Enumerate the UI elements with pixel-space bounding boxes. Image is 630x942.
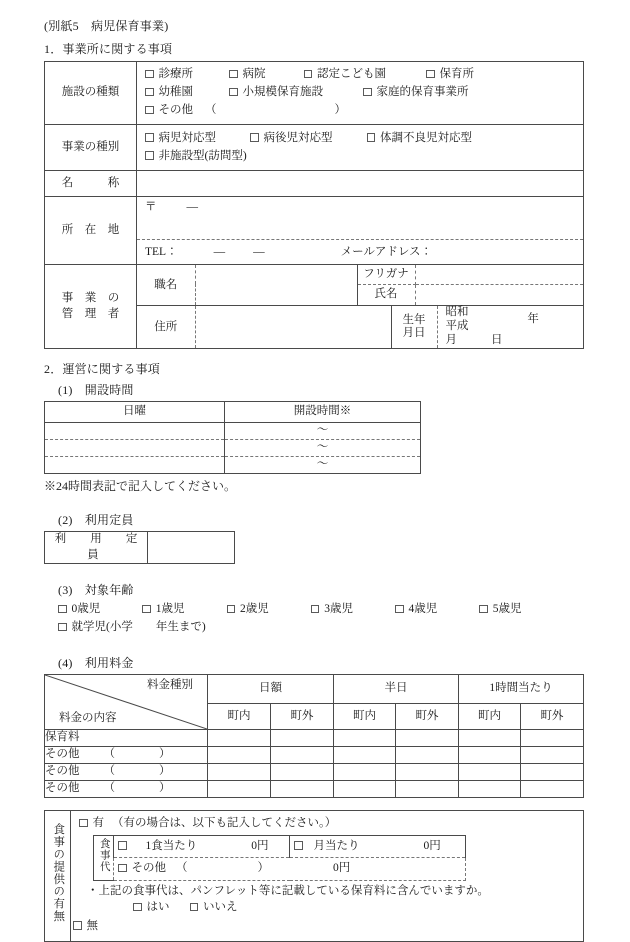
option-label: その他 [158, 104, 193, 116]
option-label: 1歳児 [155, 603, 185, 616]
fee-cell-daily-out-1[interactable] [271, 747, 334, 764]
home-address-label: 住所 [137, 306, 195, 348]
meal-fee-per-meal-cell[interactable] [114, 835, 290, 857]
fee-row-label-3 [45, 781, 208, 798]
table-row-meal-fee-2 [94, 858, 466, 880]
table-row-fees-header-top [45, 675, 584, 704]
day-input-1[interactable] [45, 422, 225, 439]
document-title: (別紙5 病児保育事業) [44, 19, 169, 33]
fee-label-text: その他 [45, 748, 80, 761]
table-row [45, 747, 584, 764]
fee-cell-hourly-in-0[interactable] [459, 730, 521, 747]
option-label: 病児対応型 [158, 131, 216, 144]
fee-cell-hourly-out-2[interactable] [521, 764, 584, 781]
capacity-label: 利 用 定 員 [45, 532, 148, 564]
fullname-label: 氏名 [357, 284, 415, 305]
checkbox-icon[interactable] [363, 88, 372, 97]
facility-type-options-row2 [145, 84, 575, 102]
fee-row-label-0 [45, 730, 208, 747]
fees-heading: (4) 利用料金 [58, 655, 134, 670]
fee-cell-daily-in-3[interactable] [208, 781, 271, 798]
option-label: 5歳児 [492, 603, 522, 616]
option-label: 0歳児 [71, 603, 101, 616]
checkbox-option-clinic[interactable] [145, 66, 193, 84]
checkbox-option-meal-yes[interactable] [79, 815, 104, 833]
fees-corner-header [45, 675, 208, 730]
day-label: 日 [491, 333, 503, 346]
checkbox-icon[interactable] [304, 70, 313, 79]
fee-group-halfday: 半日 [334, 675, 459, 704]
time-input-2[interactable]: ～ [225, 439, 421, 456]
table-row-meal [45, 811, 584, 942]
fee-cell-daily-out-2[interactable] [271, 764, 334, 781]
checkbox-icon[interactable] [479, 605, 488, 614]
column-header-day: 日曜 [45, 401, 225, 422]
furigana-label: フリガナ [357, 265, 415, 284]
checkbox-icon[interactable] [79, 819, 88, 828]
option-label: いいえ [203, 901, 238, 914]
business-type-label: 事業の種別 [45, 124, 137, 171]
fee-cell-halfday-out-3[interactable] [396, 781, 459, 798]
meal-question-block [79, 884, 575, 917]
ages-options [58, 601, 586, 637]
fee-category-label: 料金種別 [147, 679, 193, 692]
table-row [45, 764, 584, 781]
capacity-heading: (2) 利用定員 [58, 512, 134, 527]
meal-question-text: ・上記の食事代は、パンフレット等に記載している保育料に含んでいますか。 [87, 884, 489, 897]
table-row-hours-3 [45, 456, 421, 473]
table-row-address [45, 197, 584, 240]
time-input-1[interactable]: ～ [225, 422, 421, 439]
checkbox-icon[interactable] [118, 864, 127, 873]
birthdate-label-line2: 月日 [402, 327, 426, 340]
table-row-meal-fee-1 [94, 835, 466, 857]
paren-close: ） [159, 765, 171, 778]
checkbox-option-meal-no[interactable] [73, 918, 98, 936]
checkbox-option-age-1[interactable] [142, 601, 184, 619]
fullname-field[interactable] [415, 284, 583, 305]
ages-heading: (3) 対象年齢 [58, 583, 134, 598]
checkbox-icon[interactable] [58, 623, 67, 632]
facility-type-label: 施設の種類 [45, 62, 137, 124]
checkbox-option-non-facility-visit[interactable] [145, 148, 247, 166]
option-label: 有 [92, 817, 104, 830]
meal-no-row [73, 918, 575, 936]
subcol-halfday-in-town: 町内 [334, 703, 396, 729]
home-address-field[interactable] [195, 306, 391, 348]
capacity-table [44, 531, 235, 564]
name-label: 名 称 [45, 171, 137, 197]
section1-heading: 1．事業所に関する事項 [44, 42, 173, 57]
checkbox-icon[interactable] [145, 151, 154, 160]
fee-group-hourly: 1時間当たり [459, 675, 584, 704]
fee-group-daily: 日額 [208, 675, 334, 704]
table-row-manager [45, 265, 584, 306]
job-title-field[interactable] [195, 265, 357, 305]
furigana-field[interactable] [415, 265, 583, 284]
fee-cell-hourly-out-0[interactable] [521, 730, 584, 747]
manager-label [45, 265, 137, 349]
tel-dash-1: — [213, 245, 226, 258]
checkbox-icon[interactable] [250, 133, 259, 142]
table-row-name [45, 171, 584, 197]
option-label: 保育所 [439, 68, 474, 81]
fees-table [44, 674, 584, 798]
checkbox-option-home-based-childcare[interactable] [363, 84, 469, 102]
fee-cell-hourly-out-3[interactable] [521, 781, 584, 798]
option-label: 1食当たり [145, 839, 198, 852]
checkbox-icon[interactable] [367, 133, 376, 142]
table-row [45, 730, 584, 747]
day-input-2[interactable] [45, 439, 225, 456]
option-label: 認定こども園 [317, 68, 386, 81]
manager-upper-table [137, 265, 583, 305]
checkbox-icon[interactable] [142, 605, 151, 614]
opening-hours-table [44, 401, 421, 474]
fee-row-label-2 [45, 764, 208, 781]
checkbox-icon[interactable] [229, 88, 238, 97]
day-input-3[interactable] [45, 456, 225, 473]
checkbox-option-nursery[interactable] [426, 66, 474, 84]
month-label: 月 [445, 333, 457, 346]
business-type-options [137, 124, 584, 171]
fee-content-label: 料金の内容 [59, 711, 117, 724]
fee-cell-halfday-in-0[interactable] [334, 730, 396, 747]
manager-label-line2: 管 理 者 [61, 307, 120, 320]
table-row [45, 781, 584, 798]
per-meal-amount[interactable]: 0円 [251, 839, 269, 852]
checkbox-icon[interactable] [426, 70, 435, 79]
mail-label: メールアドレス： [340, 245, 433, 258]
paren-close: ） [334, 104, 346, 116]
meal-content-cell [71, 811, 584, 942]
meal-fee-other-cell[interactable] [114, 858, 466, 880]
paren-open: （ [103, 765, 115, 778]
section2-heading: 2．運営に関する事項 [44, 362, 161, 377]
manager-upper-cell [137, 265, 584, 306]
subcol-hourly-out-town: 町外 [521, 703, 584, 729]
postal-mark-icon: 〒 [145, 201, 157, 214]
option-label: 3歳児 [324, 603, 353, 616]
checkbox-option-answer-no[interactable] [190, 899, 238, 917]
checkbox-icon[interactable] [227, 605, 236, 614]
option-label: 家庭的保育事業所 [376, 86, 469, 99]
subcol-daily-in-town: 町内 [208, 703, 271, 729]
fee-row-label-1 [45, 747, 208, 764]
meal-answer-row [133, 899, 575, 917]
era-selector[interactable] [446, 306, 469, 332]
manager-lower-cell [137, 306, 584, 349]
meal-fee-table [93, 835, 466, 881]
fee-cell-halfday-in-3[interactable] [334, 781, 396, 798]
checkbox-icon[interactable] [133, 903, 142, 912]
table-row-hours-1 [45, 422, 421, 439]
postal-dash: — [186, 201, 198, 214]
checkbox-icon[interactable] [73, 921, 82, 930]
table-row-furigana [137, 265, 583, 284]
fee-cell-hourly-in-3[interactable] [459, 781, 521, 798]
checkbox-option-sick-child[interactable] [145, 130, 216, 148]
ages-options-row1 [58, 601, 586, 619]
option-label: 診療所 [158, 68, 193, 81]
subcol-halfday-out-town: 町外 [396, 703, 459, 729]
option-label: 2歳児 [240, 603, 269, 616]
meal-provision-table [44, 810, 584, 942]
option-label: 4歳児 [408, 603, 438, 616]
option-label: 体調不良児対応型 [380, 131, 472, 144]
fee-label-text: 保育料 [45, 731, 80, 744]
fee-cell-halfday-out-2[interactable] [396, 764, 459, 781]
option-label: 病院 [242, 68, 266, 81]
business-type-options-row2 [145, 148, 575, 166]
option-label: 病後児対応型 [263, 131, 333, 144]
fee-label-text: その他 [45, 782, 80, 795]
fee-cell-halfday-out-1[interactable] [396, 747, 459, 764]
checkbox-icon[interactable] [58, 605, 67, 614]
paren-open: （ [103, 748, 115, 761]
table-row-hours-header [45, 401, 421, 422]
column-header-time: 開設時間※ [225, 401, 421, 422]
address-label: 所 在 地 [45, 197, 137, 265]
checkbox-icon[interactable] [229, 70, 238, 79]
option-label: その他 [131, 862, 166, 875]
birthdate-label-line1: 生年 [402, 314, 426, 327]
meal-fee-vertical-label-text: 食事代 [98, 837, 110, 873]
facility-type-options-row1 [145, 66, 575, 84]
meal-vertical-label-text: 食事の提供の有無 [52, 823, 65, 923]
checkbox-option-small-scale-childcare[interactable] [229, 84, 323, 102]
tel-mail-field[interactable] [137, 240, 584, 265]
checkbox-option-age-3[interactable] [311, 601, 353, 619]
checkbox-option-convalescent-child[interactable] [250, 130, 333, 148]
table-row-home-address [137, 306, 583, 348]
fee-cell-daily-in-0[interactable] [208, 730, 271, 747]
checkbox-icon[interactable] [145, 88, 154, 97]
paren-open: （ [205, 104, 217, 116]
meal-fee-per-month-cell[interactable] [290, 835, 466, 857]
subcol-daily-out-town: 町外 [271, 703, 334, 729]
tel-label: TEL： [145, 245, 178, 258]
fee-cell-hourly-out-1[interactable] [521, 747, 584, 764]
meal-vertical-label [45, 811, 71, 942]
facility-type-options [137, 62, 584, 124]
option-label: 就学児(小学 年生まで) [71, 621, 206, 634]
table-row-capacity [45, 532, 235, 564]
fee-cell-hourly-in-2[interactable] [459, 764, 521, 781]
paren-open: （ [103, 782, 115, 795]
meal-yes-note: （有の場合は、以下も記入してください。） [112, 817, 337, 830]
time-input-3[interactable]: ～ [225, 456, 421, 473]
checkbox-icon[interactable] [145, 133, 154, 142]
checkbox-icon[interactable] [294, 841, 303, 850]
checkbox-option-school-age[interactable] [58, 619, 206, 637]
era-heisei[interactable]: 平成 [445, 319, 469, 332]
other-amount[interactable]: 0円 [333, 862, 351, 875]
checkbox-option-certified-kodomoen[interactable] [304, 66, 387, 84]
fee-cell-daily-out-0[interactable] [271, 730, 334, 747]
facility-type-options-row3 [145, 102, 575, 120]
ages-options-row2 [58, 619, 586, 637]
subcol-hourly-in-town: 町内 [459, 703, 521, 729]
checkbox-icon[interactable] [145, 106, 154, 115]
option-label: 小規模保育施設 [242, 86, 323, 99]
birthdate-label [391, 306, 437, 348]
fee-cell-daily-in-1[interactable] [208, 747, 271, 764]
birthdate-field[interactable] [437, 306, 583, 348]
checkbox-option-hospital[interactable] [229, 66, 266, 84]
option-label: 幼稚園 [158, 86, 193, 99]
era-showa[interactable]: 昭和 [445, 306, 469, 319]
fee-cell-daily-out-3[interactable] [271, 781, 334, 798]
option-label: 無 [86, 919, 98, 932]
manager-lower-table [137, 306, 583, 348]
option-label: 月当たり [313, 839, 360, 852]
table-row-business-type [45, 124, 584, 171]
fee-cell-halfday-out-0[interactable] [396, 730, 459, 747]
checkbox-option-age-4[interactable] [395, 601, 437, 619]
option-label: はい [146, 901, 170, 914]
tel-dash-2: — [253, 245, 265, 258]
checkbox-icon[interactable] [395, 605, 404, 614]
table-row-hours-2 [45, 439, 421, 456]
checkbox-icon[interactable] [118, 841, 127, 850]
checkbox-option-age-2[interactable] [227, 601, 269, 619]
postal-address-field[interactable] [137, 197, 584, 240]
paren-open: （ [176, 862, 188, 875]
option-label: 非施設型(訪問型) [158, 149, 247, 162]
year-label: 年 [527, 313, 539, 326]
checkbox-option-answer-yes[interactable] [133, 899, 170, 917]
paren-close: ） [159, 748, 171, 761]
fee-cell-halfday-in-2[interactable] [334, 764, 396, 781]
table-row-facility-type [45, 62, 584, 124]
checkbox-option-age-5[interactable] [479, 601, 521, 619]
paren-close: ） [257, 862, 269, 875]
checkbox-icon[interactable] [145, 70, 154, 79]
business-type-options-row1 [145, 130, 575, 148]
manager-label-line1: 事 業 の [61, 292, 120, 305]
facility-info-table [44, 61, 584, 349]
checkbox-option-kindergarten[interactable] [145, 84, 193, 102]
checkbox-option-facility-other[interactable] [145, 102, 193, 120]
fee-cell-hourly-in-1[interactable] [459, 747, 521, 764]
hours-heading: (1) 開設時間 [58, 382, 134, 397]
fee-label-text: その他 [45, 765, 80, 778]
per-month-amount[interactable]: 0円 [423, 839, 441, 852]
paren-close: ） [159, 782, 171, 795]
fee-cell-daily-in-2[interactable] [208, 764, 271, 781]
hours-note: ※24時間表記で記入してください。 [44, 478, 237, 493]
job-title-label: 職名 [137, 265, 195, 305]
checkbox-option-age-0[interactable] [58, 601, 100, 619]
checkbox-icon[interactable] [311, 605, 320, 614]
name-value-field[interactable] [137, 171, 584, 197]
meal-fee-vertical-label [94, 835, 114, 880]
meal-yes-row [79, 815, 575, 833]
checkbox-icon[interactable] [190, 903, 199, 912]
fee-cell-halfday-in-1[interactable] [334, 747, 396, 764]
checkbox-option-unwell-child[interactable] [367, 130, 473, 148]
